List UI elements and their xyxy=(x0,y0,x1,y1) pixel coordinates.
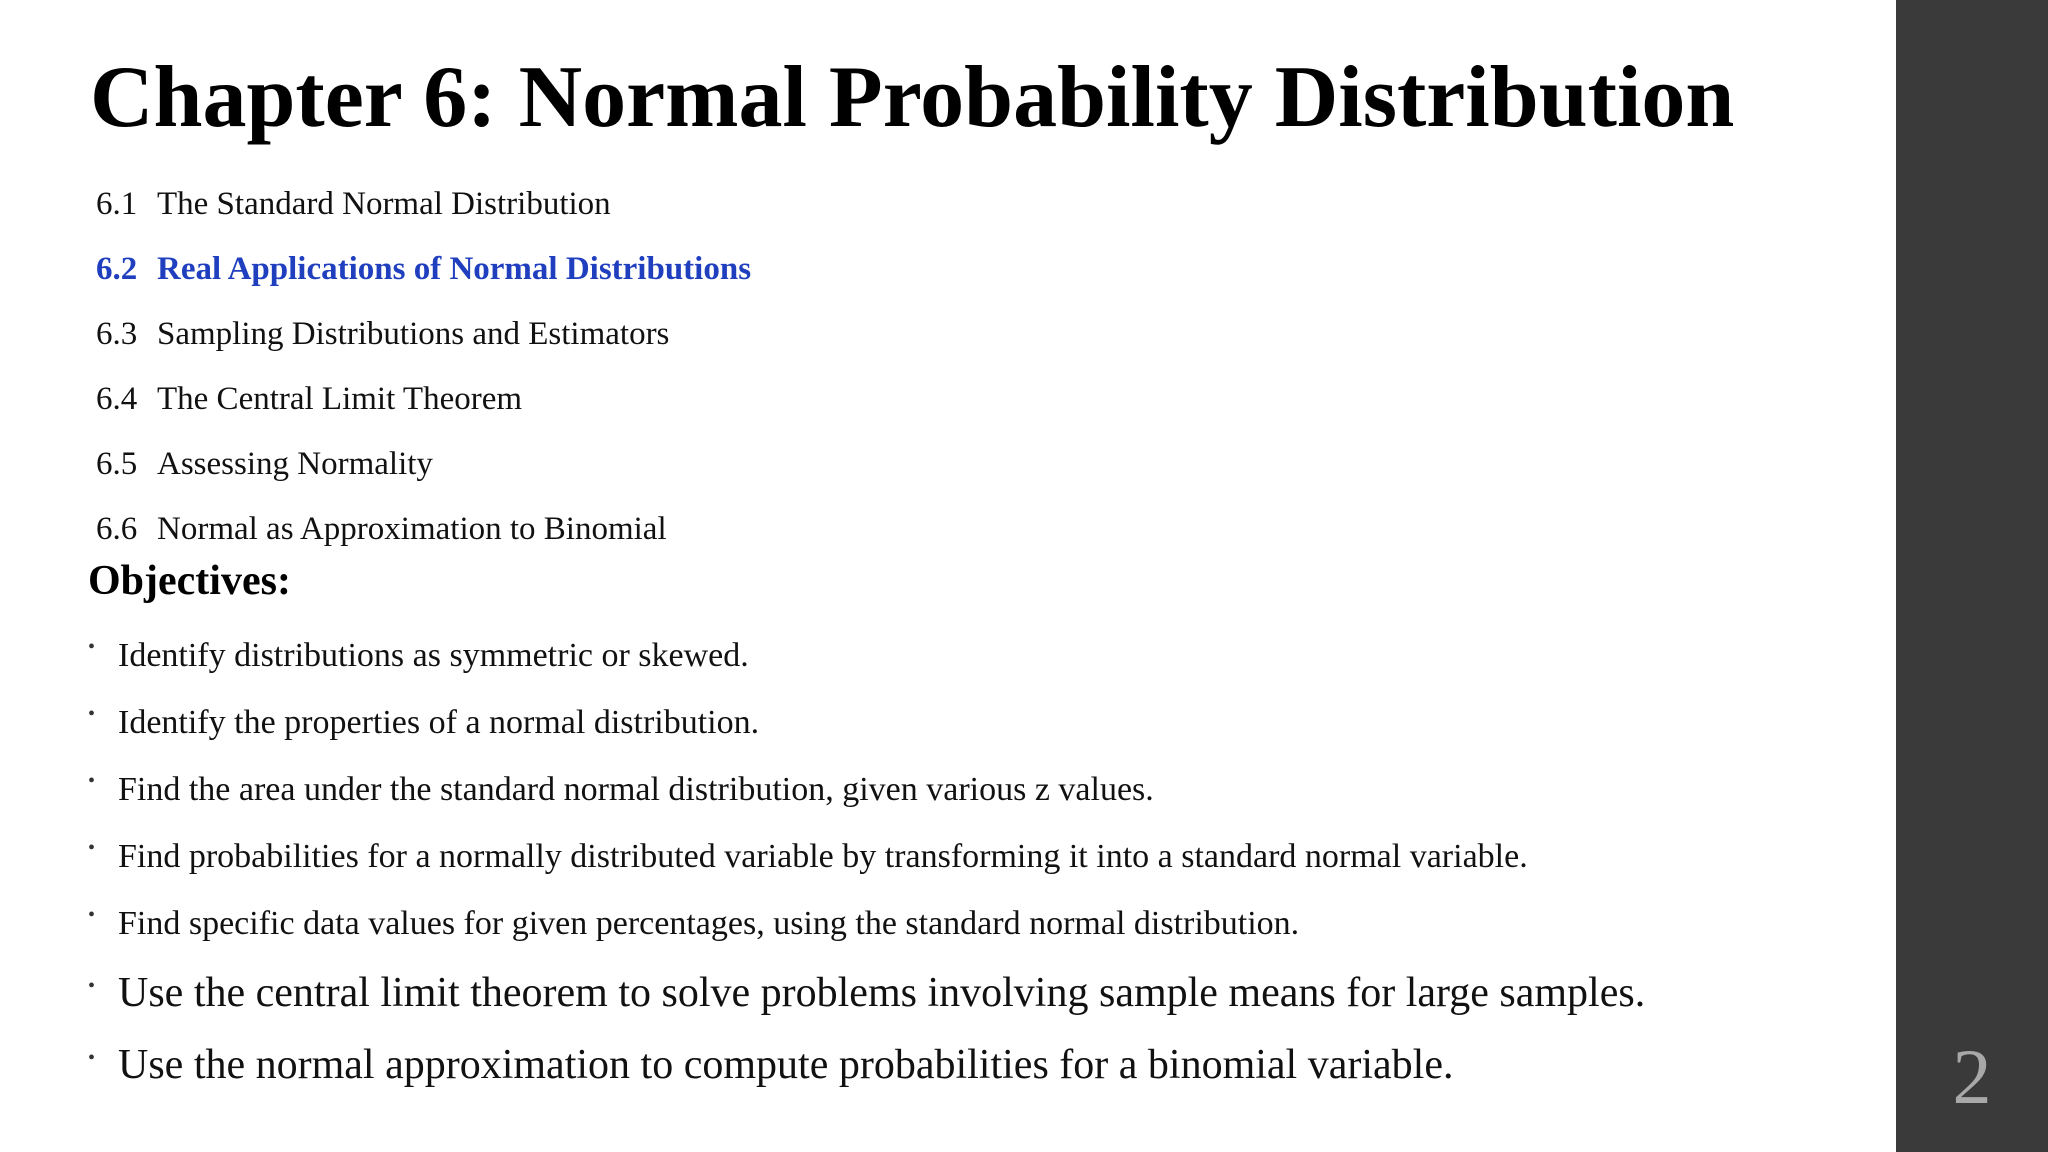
objective-text: Find probabilities for a normally distributed variable by transforming it into a standard normal variable. xyxy=(118,838,1528,875)
section-number: 6.3 xyxy=(96,316,138,352)
section-label: Assessing Normality xyxy=(157,446,433,482)
objectives-list xyxy=(88,622,1645,1101)
section-item xyxy=(96,302,751,367)
objective-item xyxy=(88,823,1645,890)
section-label: The Central Limit Theorem xyxy=(157,381,523,417)
objective-text: Identify the properties of a normal distribution. xyxy=(118,704,760,741)
objective-item xyxy=(88,689,1645,756)
objective-item xyxy=(88,622,1645,689)
objective-text: Use the central limit theorem to solve problems involving sample means for large samples. xyxy=(118,970,1646,1016)
objective-item xyxy=(88,1029,1645,1101)
objective-item xyxy=(88,890,1645,957)
section-item-current xyxy=(96,237,751,302)
section-item xyxy=(96,172,751,237)
section-list xyxy=(96,172,751,562)
section-number: 6.1 xyxy=(96,186,138,222)
section-item xyxy=(96,497,751,562)
side-bar xyxy=(1896,0,2048,1152)
slide-title: Chapter 6: Normal Probability Distribution xyxy=(90,49,1735,146)
bullet-icon: • xyxy=(88,1047,96,1069)
objectives-heading: Objectives: xyxy=(88,558,291,604)
objective-text: Identify distributions as symmetric or skewed. xyxy=(118,637,749,674)
section-number: 6.5 xyxy=(96,446,138,482)
slide-number: 2 xyxy=(1952,1033,1992,1120)
objective-item xyxy=(88,756,1645,823)
section-number: 6.4 xyxy=(96,381,138,417)
section-number: 6.2 xyxy=(96,251,138,287)
section-label: Normal as Approximation to Binomial xyxy=(157,511,667,547)
section-item xyxy=(96,367,751,432)
bullet-icon: • xyxy=(88,975,96,997)
objective-text: Find specific data values for given percentages, using the standard normal distribution. xyxy=(118,905,1300,942)
bullet-icon: • xyxy=(88,904,96,926)
objective-text: Use the normal approximation to compute probabilities for a binomial variable. xyxy=(118,1042,1454,1088)
bullet-icon: • xyxy=(88,837,96,859)
bullet-icon: • xyxy=(88,703,96,725)
bullet-icon: • xyxy=(88,770,96,792)
bullet-icon: • xyxy=(88,636,96,658)
section-item xyxy=(96,432,751,497)
section-number: 6.6 xyxy=(96,511,138,547)
objective-text: Find the area under the standard normal distribution, given various z values. xyxy=(118,771,1154,808)
section-label: Sampling Distributions and Estimators xyxy=(157,316,670,352)
section-label: The Standard Normal Distribution xyxy=(157,186,611,222)
section-label: Real Applications of Normal Distributions xyxy=(157,251,752,287)
objective-item xyxy=(88,957,1645,1029)
